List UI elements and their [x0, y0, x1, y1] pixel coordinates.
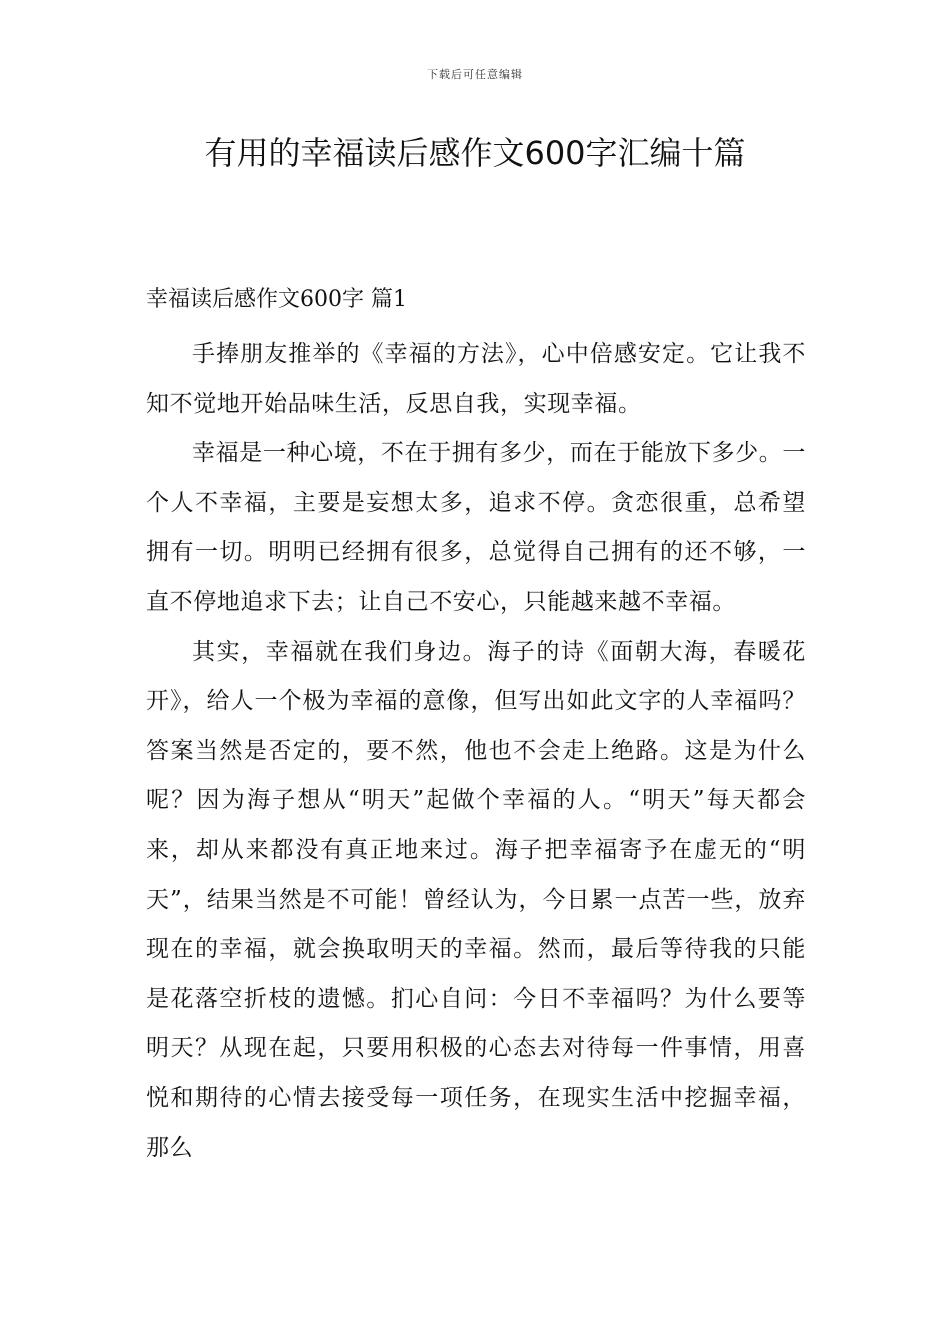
- header-note: 下载后可任意编辑: [427, 68, 523, 81]
- paragraph-1: 手捧朋友推举的《幸福的方法》，心中倍感安定。它让我不知不觉地开始品味生活，反思自我，实现幸福。: [146, 341, 806, 417]
- document-title: 有用的幸福读后感作文600字汇编十篇: [204, 134, 746, 172]
- paragraph-3: 其实，幸福就在我们身边。海子的诗《面朝大海，春暖花开》，给人一个极为幸福的意像，但写出如此文字的人幸福吗？答案当然是否定的，要不然，他也不会走上绝路。这是为什么呢？因为海子想从“明天”起做个幸福的人。“明天”每天都会来，却从来都没有真正地来过。海子把幸福寄予在虚无的“明天”，结果当然是不可能！曾经认为，今日累一点苦一些，放弃现在的幸福，就会换取明天的幸福。然而，最后等待我的只能是花落空折枝的遗憾。扪心自问：今日不幸福吗？为什么要等明天？从现在起，只要用积极的心态去对待每一件事情，用喜悦和期待的心情去接受每一项任务，在现实生活中挖掘幸福，那么: [146, 638, 806, 1161]
- document-body: [146, 280, 806, 1173]
- section-heading: 幸福读后感作文600字 篇1: [146, 287, 407, 312]
- paragraph-2: 幸福是一种心境，不在于拥有多少，而在于能放下多少。一个人不幸福，主要是妄想太多，追求不停。贪恋很重，总希望拥有一切。明明已经拥有很多，总觉得自己拥有的还不够，一直不停地追求下去；让自己不安心，只能越来越不幸福。: [146, 440, 806, 615]
